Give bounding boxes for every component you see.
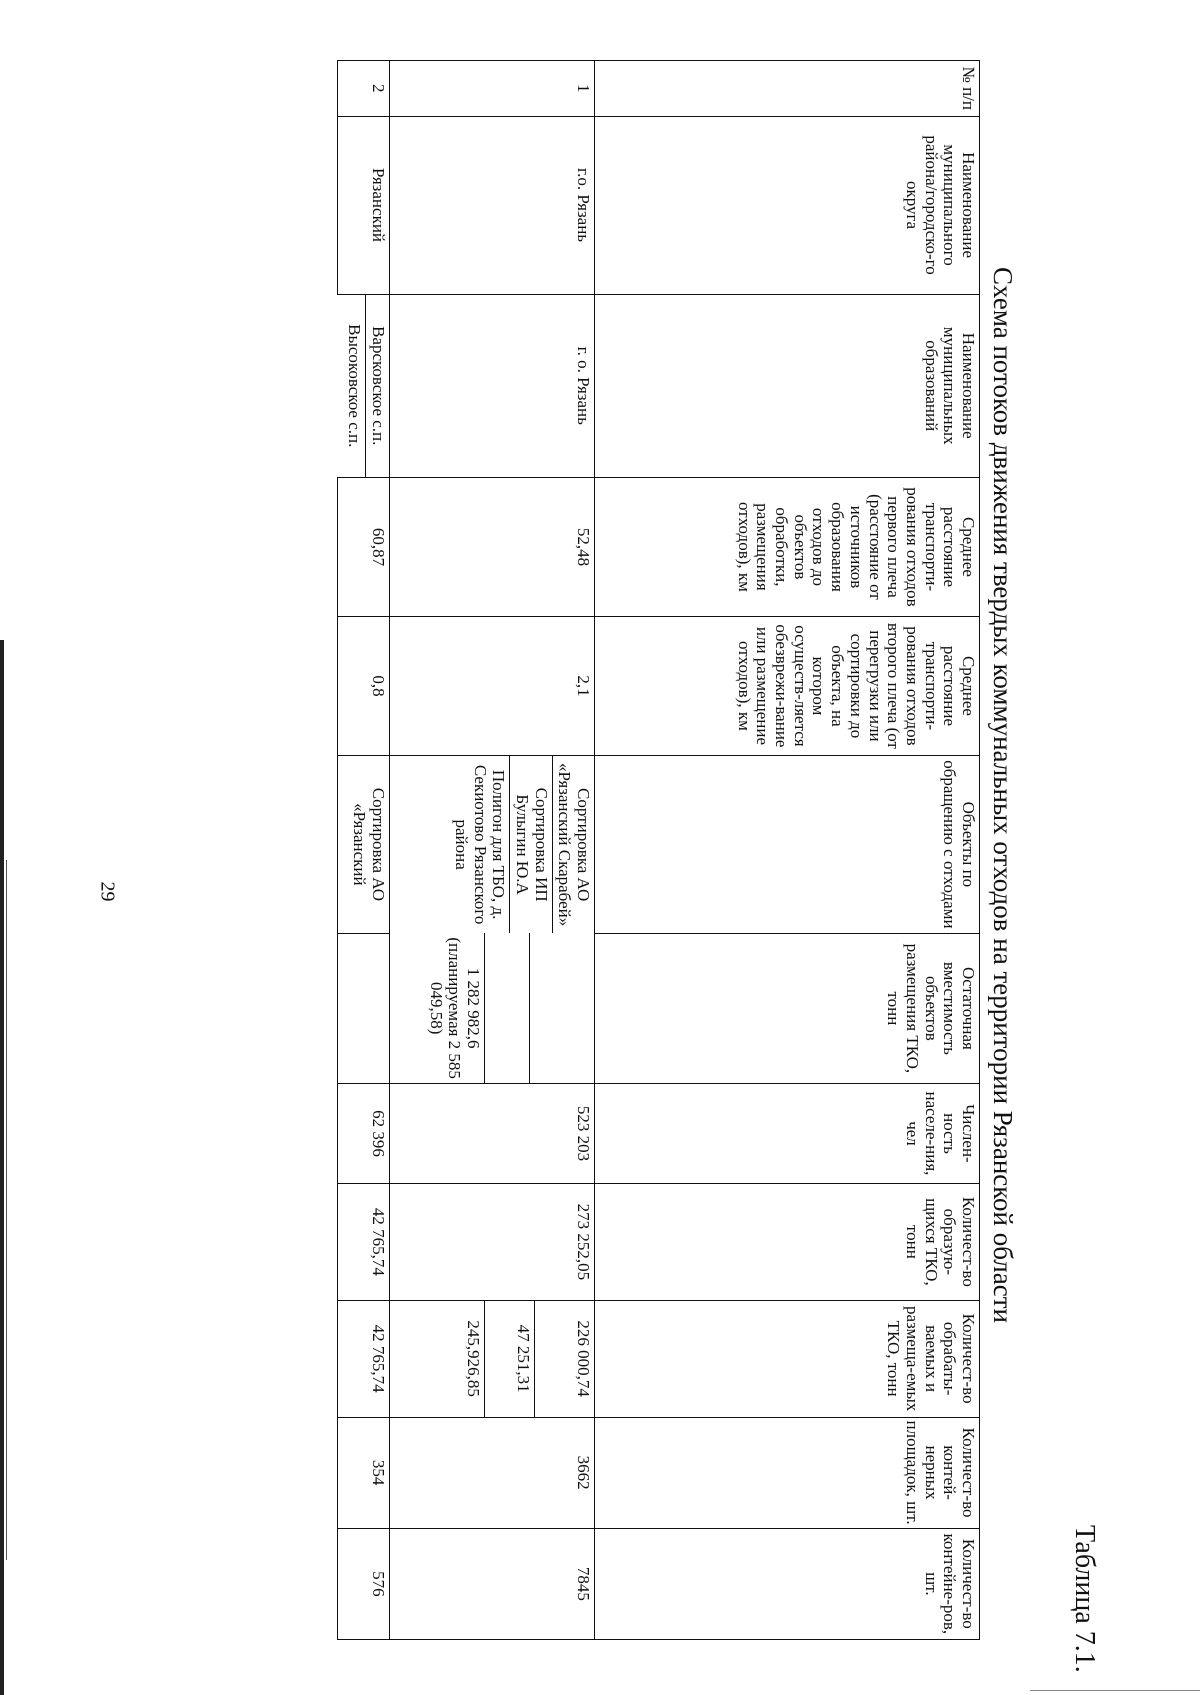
row-municipalities (338, 294, 390, 477)
row-dist2: 0,8 (338, 616, 390, 755)
header-num: № п/п (595, 61, 980, 117)
row-sites: 3662 (390, 1417, 595, 1528)
processed-item: 47 251,31 (484, 1301, 534, 1417)
header-district: Наименование муниципального района/городско-го округа (595, 116, 980, 294)
table-row (390, 61, 595, 1640)
header-dist2: Среднее расстояние транспорти-рования отходов второго плеча (от перегрузки или сортировки до объекта, на котором осуществ-ляется обезврежи-вание или размещение отходов), км (595, 616, 980, 755)
capacity-item (529, 933, 594, 1083)
row-district: г.о. Рязань (390, 116, 595, 294)
row-district: Рязанский (338, 116, 390, 294)
row-generated: 273 252,05 (390, 1184, 595, 1301)
row-capacity (338, 933, 390, 1083)
municipality-item: Варсковское с.п. (365, 295, 389, 477)
row-population: 62 396 (338, 1083, 390, 1183)
header-capacity: Остаточная вместимость объектов размещения ТКО, тонн (595, 933, 980, 1083)
header-sites: Количест-во контей-нерных площадок, шт. (595, 1417, 980, 1528)
row-dist1: 60,87 (338, 477, 390, 616)
table-row (338, 61, 390, 1640)
row-capacity (390, 933, 595, 1083)
waste-flow-table (337, 60, 980, 1640)
row-sites: 354 (338, 1417, 390, 1528)
header-processed: Количест-во обрабаты-ваемых и размеща-емых ТКО, тонн (595, 1300, 980, 1417)
row-num: 2 (338, 61, 390, 117)
row-population: 523 203 (390, 1083, 595, 1183)
row-containers: 576 (338, 1528, 390, 1639)
row-dist1: 52,48 (390, 477, 595, 616)
object-item: Полигон для ТБО, д. Секиотово Рязанского района (451, 764, 509, 925)
object-item: Сортировка ИП Булыгин Ю.А (509, 756, 551, 933)
table-number: Таблица 7.1. (1069, 1525, 1100, 1673)
row-containers: 7845 (390, 1528, 595, 1639)
document-title: Схема потоков движения твердых коммунальных отходов на территории Рязанской области (988, 267, 1018, 1323)
header-dist1: Среднее расстояние транспорти-рования отходов первого плеча (расстояние от источников образования отходов до объектов обработки, размещения отходов), км (595, 477, 980, 616)
row-num: 1 (390, 61, 595, 117)
page-number: 29 (96, 881, 119, 902)
header-municipalities: Наименование муниципальных образований (595, 294, 980, 477)
row-objects: Сортировка АО «Рязанский (338, 755, 390, 933)
row-generated: 42 765,74 (338, 1184, 390, 1301)
row-objects (390, 755, 595, 933)
capacity-item (484, 933, 529, 1083)
processed-item: 226 000,74 (534, 1301, 594, 1417)
row-municipality: г. о. Рязань (390, 294, 595, 477)
header-containers: Количест-во контейне-ров, шт. (595, 1528, 980, 1639)
header-objects: Объекты по обращению с отходами (595, 755, 980, 933)
row-processed (390, 1300, 595, 1417)
row-processed: 42 765,74 (338, 1300, 390, 1417)
object-item: Сортировка АО «Рязанский Скарабей» (552, 756, 594, 933)
header-generated: Количест-во образую-щихся ТКО, тонн (595, 1184, 980, 1301)
processed-item: 245,926,85 (464, 1320, 483, 1397)
municipality-item: Высоковское с.п. (345, 324, 365, 448)
header-row (595, 61, 980, 1640)
row-dist2: 2,1 (390, 616, 595, 755)
header-population: Числен-ность населе-ния, чел (595, 1083, 980, 1183)
capacity-item: 1 282 982,6 (планируемая 2 585 049,58) (426, 937, 483, 1079)
